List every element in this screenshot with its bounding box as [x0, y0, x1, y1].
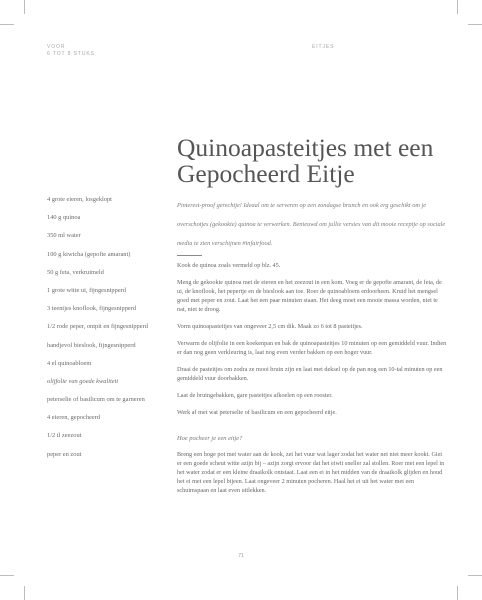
crop-mark: [24, 0, 25, 14]
ingredient-list: [47, 196, 172, 469]
method-step: Draai de pasteitjes om zodra ze mooi bruin zijn en laat met deksel op de pan nog een 10-tal minuten op een gemiddeld vuur doorbakken.: [177, 366, 443, 383]
ingredient-item: 4 grote eieren, losgeklopt: [47, 196, 112, 203]
intro-text: Pinterest-proof gerechtje! Ideaal om te serveren op een zondagse brunch en ook erg geschikt om je overschotjes (gekookte) quinoa te verwerken. Benieuwd om jullie versies van dit mooie receptje op sociale media te zien verschijnen #infairfood.: [177, 202, 446, 247]
ingredient-item: olijfolie van goede kwaliteit: [47, 377, 119, 385]
divider: [177, 255, 202, 256]
ingredient-item: 50 g feta, verkruimeld: [47, 268, 104, 276]
method-column: [177, 196, 447, 503]
crop-mark: [468, 575, 482, 576]
crop-mark: [468, 24, 482, 25]
method-step: Werk af met wat peterselie of basilicum en een gepocheerd eitje.: [177, 408, 337, 416]
method-step: Meng de gekookte quinoa met de eieren en het zeezout in een kom. Voeg er de gepofte amarant, de feta, de ui, de knoflook, het pepertje en de bieslook aan toe. Roer de quinoabloem erdoorheen. Kruid het mengsel goed met peper en zout. Laat het een paar minuten staan. Het deeg moet een mooie massa worden, niet te nat, niet te droog.: [177, 278, 442, 314]
crop-mark: [0, 575, 14, 576]
method-step: Kook de quinoa zoals vermeld op blz. 45.: [177, 262, 281, 269]
crop-mark: [457, 586, 458, 600]
method-step: Verwarm de olijfolie in een koekenpan en bak de quinoapasteitjes 10 minuten op een gemiddeld vuur. Indien er dan nog geen verkleuring is, laat nog even verder bakken op een hoger vuur.: [177, 340, 447, 357]
tip-text: Breng een hoge pot met water aan de kook, zet het vuur wat lager zodat het water net niet meer kookt. Giet er een goede scheut witte azijn bij – azijn zorgt ervoor dat het eiwit sneller zal stollen. Roer met een lepel in het water zodat er een kleine draaikolk ontstaat. Laat een ei in het midden van de draaikolk glijden en houd het ei met een lepel bijeen. Laat ongeveer 2 minuten pocheren. Haal het ei uit het water met een schuimspaan en laat even uitlekken.: [177, 450, 445, 495]
crop-mark: [24, 586, 25, 600]
ingredient-item: 1/2 tl zeezout: [47, 432, 82, 440]
servings-label: [47, 44, 95, 58]
page-title: Quinoapasteitjes met een Gepocheerd Eitje: [177, 133, 434, 189]
spacer: [177, 425, 447, 434]
method-step: Vorm quinoapasteitjes van ongeveer 2,5 cm dik. Maak zo 6 tot 8 pasteitjes.: [177, 323, 363, 331]
ingredient-item: 1 grote witte ui, fijngesnipperd: [47, 286, 126, 294]
ingredient-item: 1/2 rode peper, ontpit en fijngesnipperd: [47, 323, 148, 331]
ingredient-item: 4 eieren, gepocheerd: [47, 414, 101, 422]
ingredient-item: 4 el quinoabloem: [47, 359, 92, 367]
crop-mark: [457, 0, 458, 14]
ingredient-item: 3 teentjes knoflook, fijngesnipperd: [47, 305, 137, 313]
ingredient-item: peterselie of basilicum om te garneren: [47, 396, 145, 404]
servings-line2: 6 TOT 8 STUKS: [47, 51, 95, 57]
category-label: EITJES: [312, 44, 335, 50]
ingredient-item: peper en zout: [47, 450, 82, 458]
ingredient-item: 350 ml water: [47, 232, 81, 240]
crop-mark: [0, 24, 14, 25]
method-step: Laat de bruingebakken, gare pasteitjes afkoelen op een rooster.: [177, 392, 333, 399]
servings-line1: VOOR: [47, 44, 66, 50]
page-number: 71: [238, 553, 244, 559]
ingredient-item: handjevol bieslook, fijngesnipperd: [47, 341, 136, 349]
tip-heading: Hoe pocheer je een eitje?: [177, 434, 243, 442]
ingredient-item: 140 g quinoa: [47, 214, 81, 222]
ingredient-item: 100 g kiwicha (gepofte amarant): [47, 250, 131, 258]
